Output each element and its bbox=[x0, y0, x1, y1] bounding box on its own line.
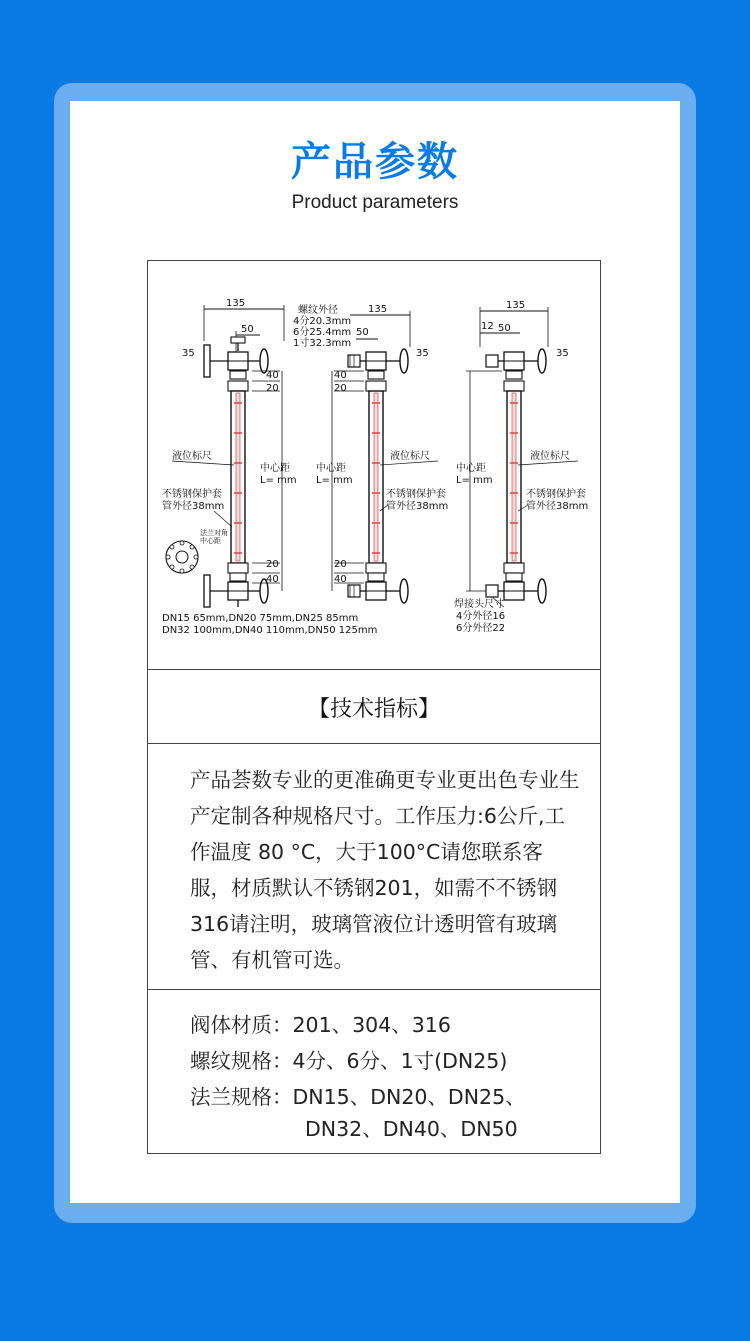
specs-row bbox=[148, 990, 600, 1155]
description-text: 产品荟数专业的更准确更专业更出色专业生产定制各种规格尺寸。工作压力:6公斤,工作温度 80 °C，大于100°C请您联系客服，材质默认不锈钢201，如需不不锈钢 316请注明，玻璃管液位计透明管有玻璃管、有机管可选。 bbox=[190, 768, 580, 972]
g2-thread-1: 4分20.3mm bbox=[293, 316, 352, 327]
g1-center-value: L= mm bbox=[260, 475, 297, 486]
g2-dim-bot20: 20 bbox=[334, 559, 347, 570]
spec-body-label: 阀体材质： bbox=[190, 1013, 293, 1037]
g1-sleeve-label-1: 不锈钢保护套 bbox=[162, 489, 222, 500]
page-subtitle: Product parameters bbox=[291, 192, 459, 213]
g3-weld-2: 6分外径22 bbox=[456, 623, 506, 634]
specs-heading-row bbox=[148, 670, 600, 744]
g1-scale-label: 液位标尺 bbox=[172, 451, 212, 462]
g2-dim-top40: 40 bbox=[334, 370, 347, 381]
g1-dim-bot40: 40 bbox=[266, 574, 279, 585]
spec-flange-value-1: DN15、DN20、DN25、 bbox=[292, 1085, 526, 1109]
gauge-3 bbox=[454, 300, 588, 634]
spec-thread-value: 4分、6分、1寸(DN25) bbox=[292, 1049, 508, 1073]
spec-table bbox=[147, 260, 601, 1154]
g2-dim-side: 35 bbox=[416, 348, 429, 359]
g1-dim-top40: 40 bbox=[266, 370, 279, 381]
specs-heading: 【技术指标】 bbox=[307, 697, 440, 722]
g1-sleeve-label-2: 管外径38mm bbox=[162, 501, 225, 512]
g1-center-label: 中心距 bbox=[260, 463, 290, 474]
g2-thread-label: 螺纹外径 bbox=[298, 305, 338, 316]
diagram-row bbox=[148, 261, 600, 670]
g3-weld-1: 4分外径16 bbox=[456, 611, 506, 622]
gauge-diagram bbox=[148, 261, 600, 669]
gauge-2 bbox=[293, 303, 448, 603]
g1-flange-note-2: DN32 100mm,DN40 110mm,DN50 125mm bbox=[162, 625, 378, 636]
spec-body-material bbox=[190, 1008, 451, 1038]
g3-dim-total: 135 bbox=[506, 300, 526, 311]
g2-dim-total: 135 bbox=[368, 304, 388, 315]
g2-center-value: L= mm bbox=[316, 475, 353, 486]
g2-center-label: 中心距 bbox=[316, 463, 346, 474]
g3-dim-half: 50 bbox=[498, 323, 511, 334]
g1-dim-total: 135 bbox=[226, 298, 246, 309]
g3-center-label: 中心距 bbox=[456, 463, 486, 474]
g3-center-value: L= mm bbox=[456, 475, 493, 486]
g2-sleeve-label-1: 不锈钢保护套 bbox=[386, 489, 446, 500]
g2-dim-top20: 20 bbox=[334, 383, 347, 394]
g1-dim-half: 50 bbox=[241, 324, 254, 335]
g3-weld-label: 焊接头尺寸 bbox=[454, 599, 504, 610]
spec-flange-label: 法兰规格： bbox=[190, 1085, 293, 1109]
g1-dim-bot20: 20 bbox=[266, 559, 279, 570]
g3-sleeve-label-1: 不锈钢保护套 bbox=[526, 489, 586, 500]
g2-thread-3: 1寸32.3mm bbox=[293, 338, 352, 349]
g3-dim-12: 12 bbox=[481, 321, 494, 332]
flange-face-icon bbox=[166, 541, 198, 573]
g1-flange-label-2: 中心距 bbox=[200, 537, 221, 545]
spec-thread-label: 螺纹规格： bbox=[190, 1049, 293, 1073]
g1-flange-note-1: DN15 65mm,DN20 75mm,DN25 85mm bbox=[162, 613, 359, 624]
g2-thread-2: 6分25.4mm bbox=[293, 327, 352, 338]
g2-scale-label: 液位标尺 bbox=[390, 451, 430, 462]
g1-dim-side: 35 bbox=[182, 348, 195, 359]
g3-scale-label: 液位标尺 bbox=[530, 451, 570, 462]
spec-flange-value-2: DN32、DN40、DN50 bbox=[305, 1117, 518, 1141]
page-title: 产品参数 bbox=[291, 139, 459, 185]
description-row bbox=[148, 744, 600, 990]
spec-body-value: 201、304、316 bbox=[292, 1013, 451, 1037]
spec-thread bbox=[190, 1044, 507, 1074]
g3-dim-side: 35 bbox=[556, 348, 569, 359]
spec-flange bbox=[190, 1080, 526, 1110]
g1-dim-top20: 20 bbox=[266, 383, 279, 394]
g2-dim-bot40: 40 bbox=[334, 574, 347, 585]
g1-flange-label-1: 法兰对角 bbox=[200, 529, 228, 537]
g2-dim-half: 50 bbox=[356, 327, 369, 338]
g2-sleeve-label-2: 管外径38mm bbox=[386, 501, 449, 512]
g3-sleeve-label-2: 管外径38mm bbox=[526, 501, 589, 512]
